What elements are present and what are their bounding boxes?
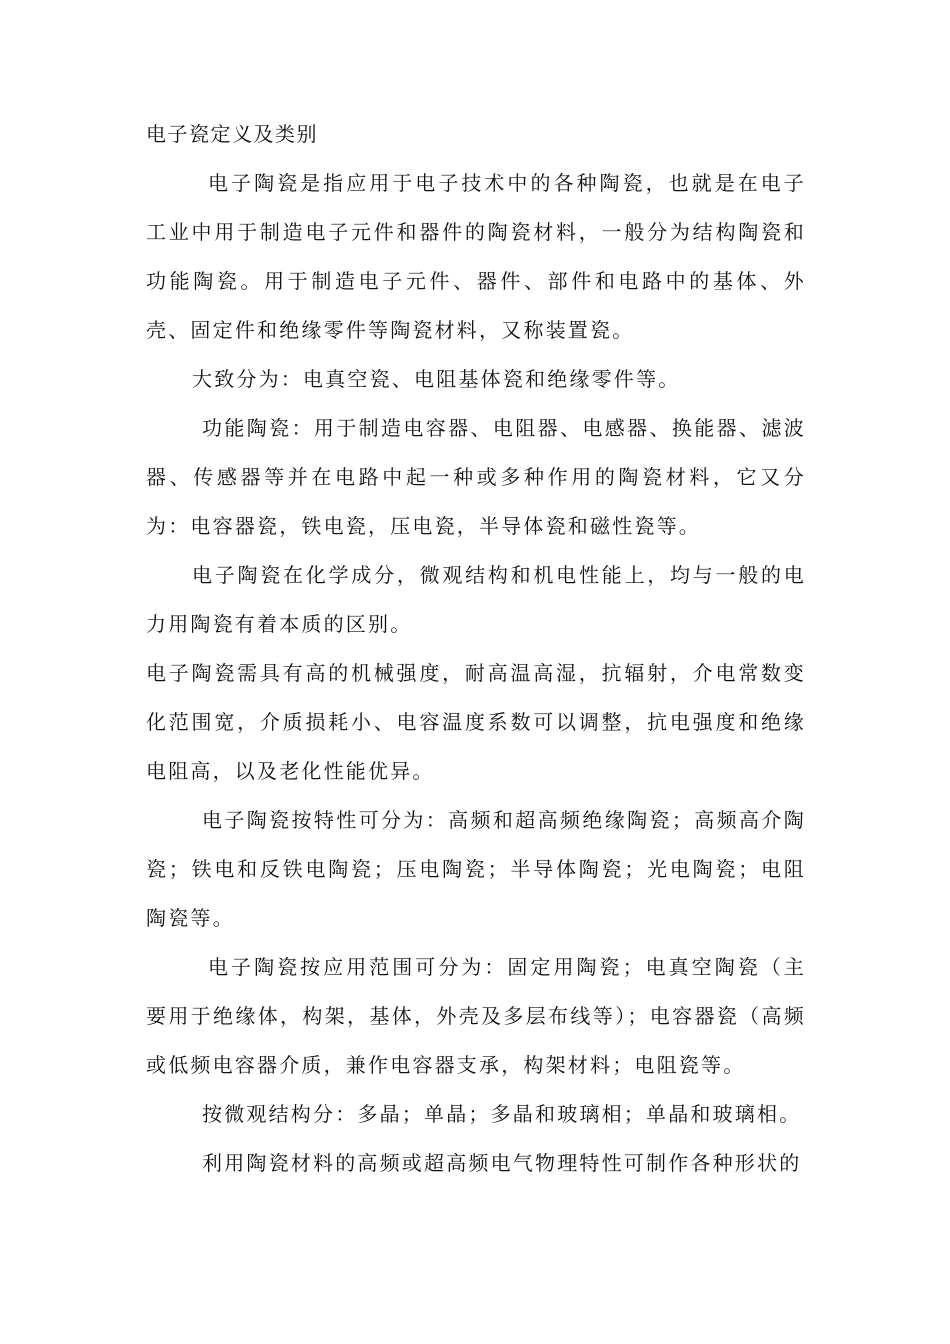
paragraph-by-microstructure: 按微观结构分：多晶；单晶；多晶和玻璃相；单晶和玻璃相。 bbox=[202, 1102, 802, 1126]
paragraph-requirements: 电子陶瓷需具有高的机械强度，耐高温高湿，抗辐射，介电常数变化范围宽，介质损耗小、电容温度系数可以调整，抗电强度和绝缘电阻高，以及老化性能优异。 bbox=[146, 661, 806, 783]
paragraph-functional-ceramics: 功能陶瓷：用于制造电容器、电阻器、电感器、换能器、滤波器、传感器等并在电路中起一种或多种作用的陶瓷材料，它又分为：电容器瓷，铁电瓷，压电瓷，半导体瓷和磁性瓷等。 bbox=[146, 416, 806, 538]
paragraph-structural-types: 大致分为：电真空瓷、电阻基体瓷和绝缘零件等。 bbox=[192, 367, 681, 391]
paragraph-definition: 电子陶瓷是指应用于电子技术中的各种陶瓷，也就是在电子工业中用于制造电子元件和器件的陶瓷材料，一般分为结构陶瓷和功能陶瓷。用于制造电子元件、器件、部件和电路中的基体、外壳、固定件和绝缘零件等陶瓷材料，又称装置瓷。 bbox=[146, 171, 806, 342]
paragraph-composition: 电子陶瓷在化学成分，微观结构和机电性能上，均与一般的电力用陶瓷有着本质的区别。 bbox=[146, 563, 806, 636]
paragraph-by-property: 电子陶瓷按特性可分为：高频和超高频绝缘陶瓷；高频高介陶瓷；铁电和反铁电陶瓷；压电陶瓷；半导体陶瓷；光电陶瓷；电阻陶瓷等。 bbox=[146, 808, 806, 930]
paragraph-high-frequency: 利用陶瓷材料的高频或超高频电气物理特性可制作各种形状的 bbox=[202, 1151, 802, 1175]
paragraph-by-application: 电子陶瓷按应用范围可分为：固定用陶瓷；电真空陶瓷（主要用于绝缘体，构架，基体，外壳及多层布线等）；电容器瓷（高频或低频电容器介质，兼作电容器支承，构架材料；电阻瓷等。 bbox=[146, 955, 806, 1077]
document-page bbox=[146, 110, 806, 1188]
document-title: 电子瓷定义及类别 bbox=[146, 122, 318, 146]
